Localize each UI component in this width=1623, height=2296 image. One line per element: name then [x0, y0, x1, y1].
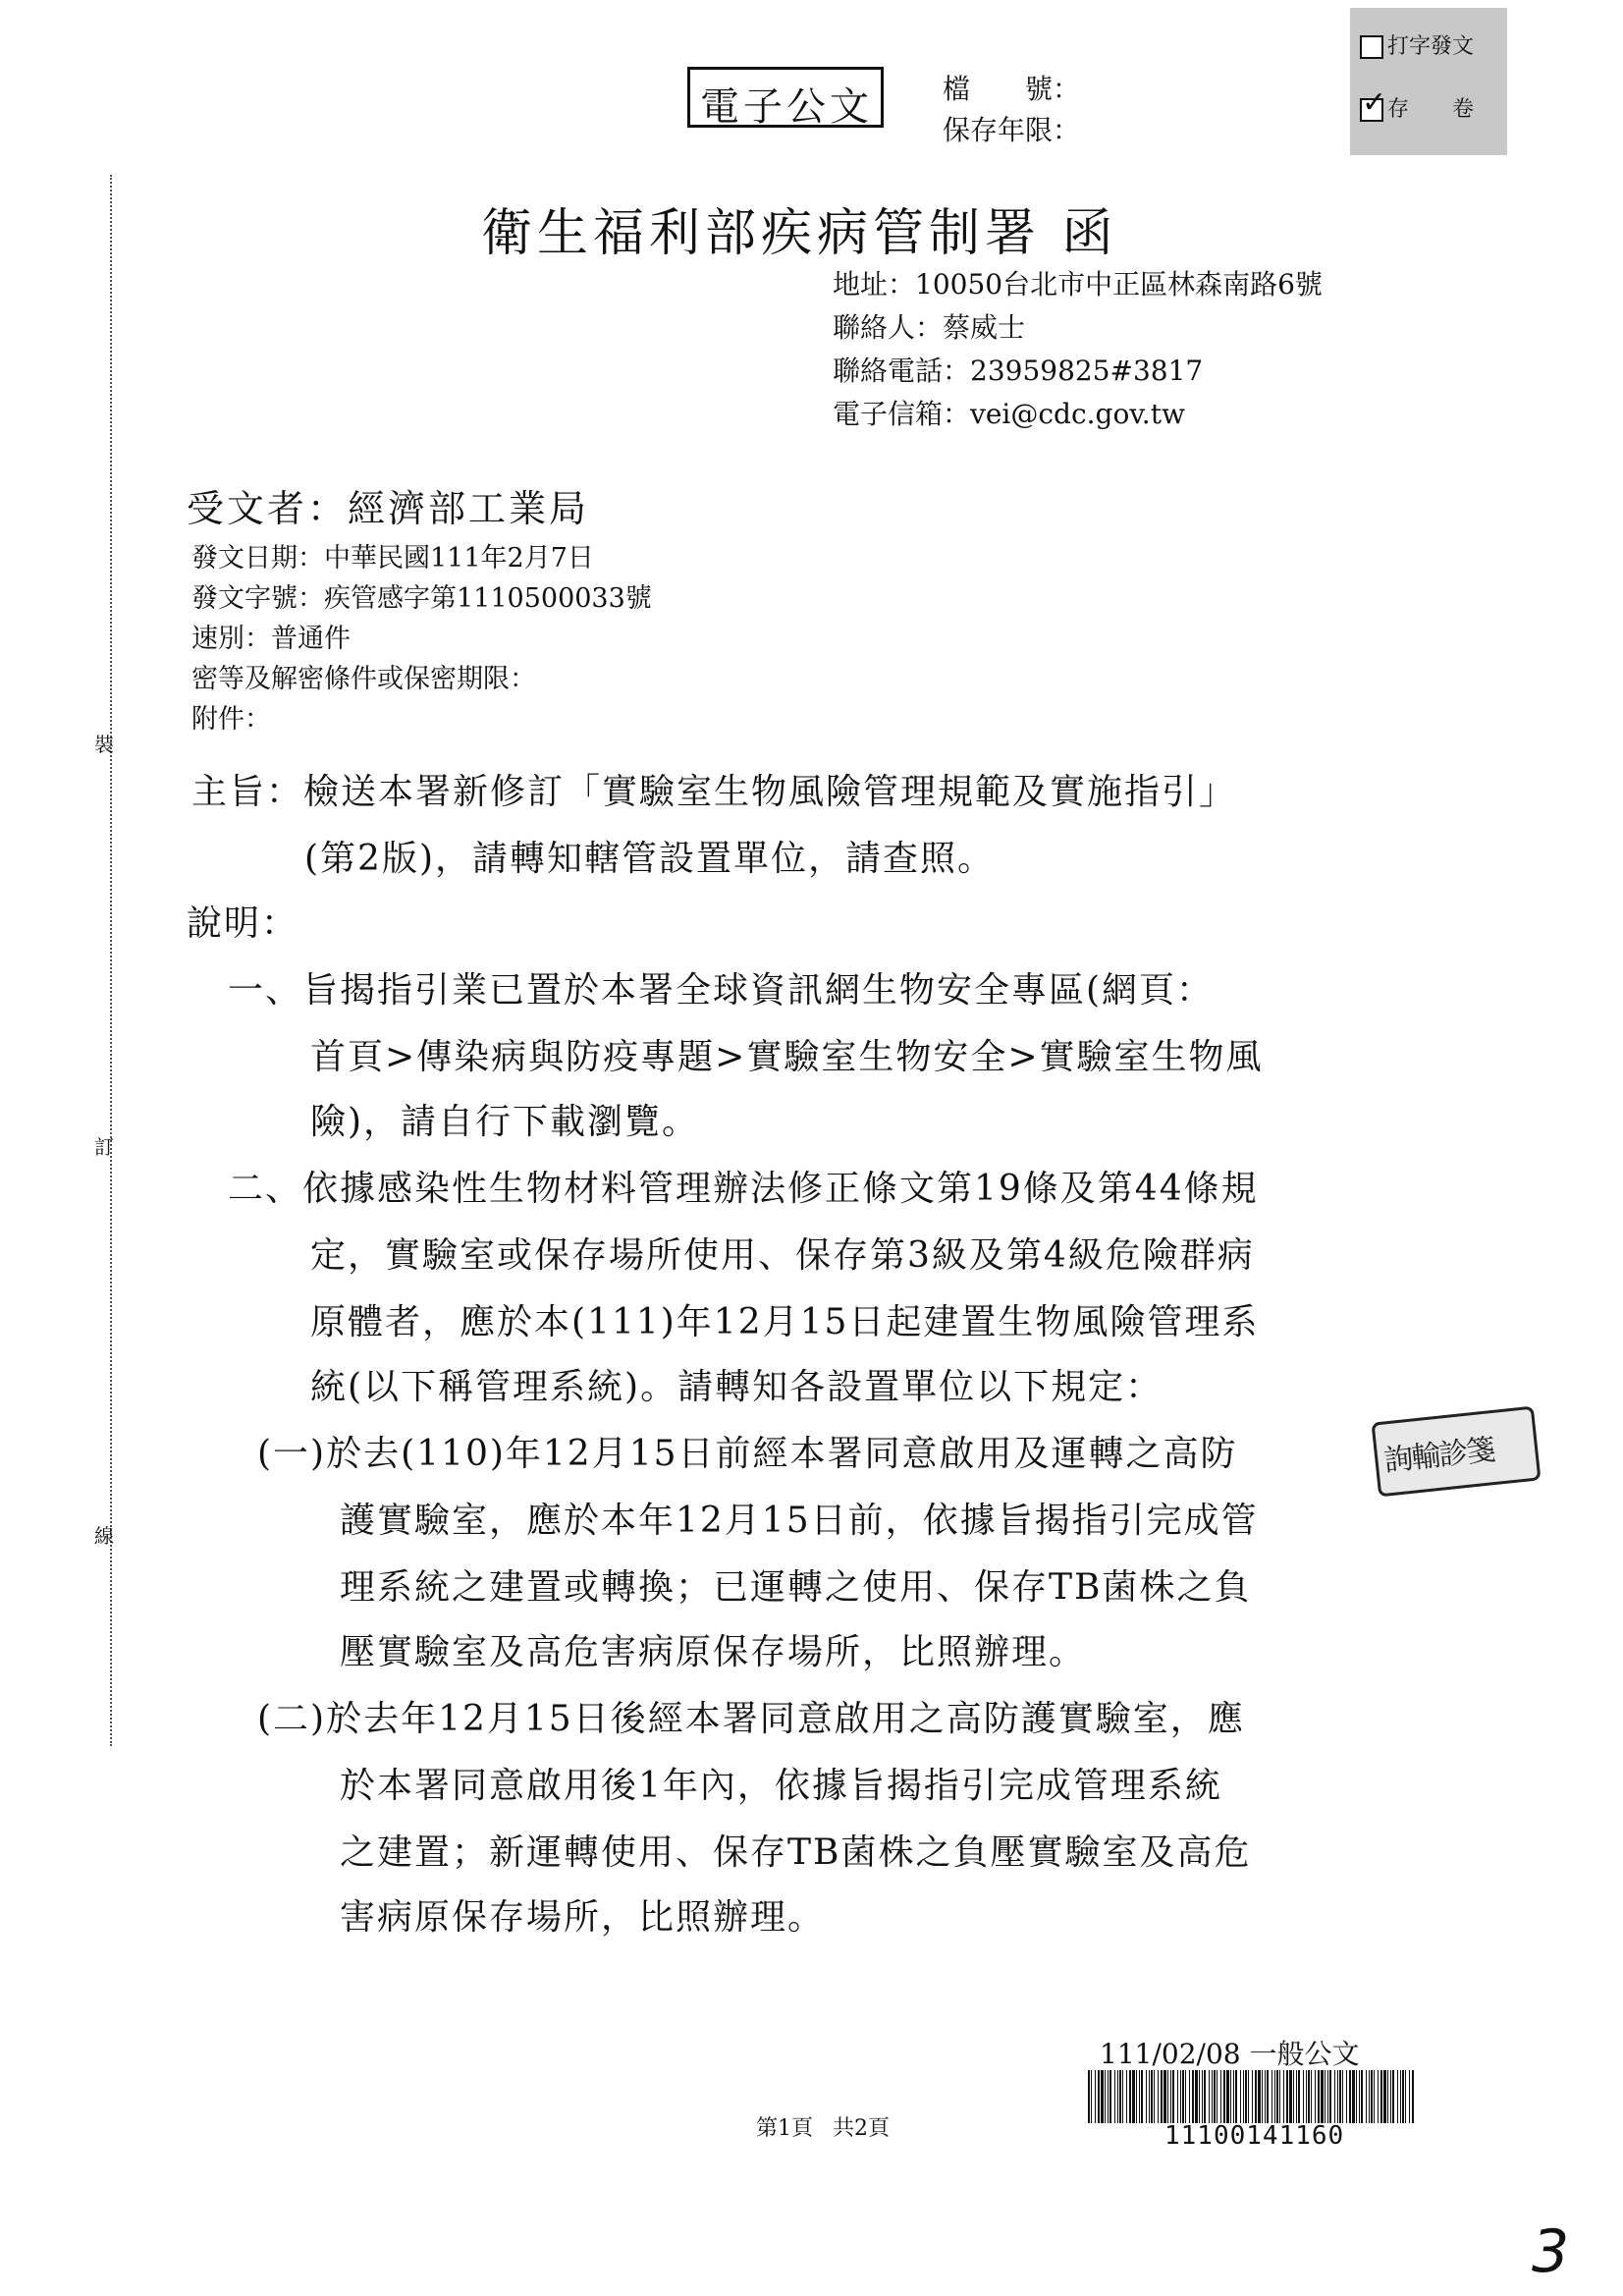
agency-title: 衛生福利部疾病管制署 函 [481, 204, 1118, 263]
archive-checked-checkbox-icon [1360, 98, 1383, 122]
contact-person: 聯絡人：蔡威士 [833, 311, 1026, 344]
secrecy-level: 密等及解密條件或保密期限： [191, 664, 536, 694]
item-2-line-2: 定，實驗室或保存場所使用、保存第3級及第4級危險群病 [310, 1235, 1255, 1276]
total-pages: 共2頁 [833, 2116, 890, 2141]
dispatch-stamp-box [1350, 8, 1507, 155]
item-2-line-1: 二、依據感染性生物材料管理辦法修正條文第19條及第44條規 [228, 1169, 1259, 1209]
binding-label-middle: 訂 [94, 1135, 114, 1159]
item-2-line-4: 統(以下稱管理系統)。請轉知各設置單位以下規定： [310, 1367, 1163, 1407]
item-1-line-3: 險)，請自行下載瀏覽。 [310, 1102, 700, 1142]
sub-item-2-line-3: 之建置；新運轉使用、保存TB菌株之負壓實驗室及高危 [340, 1832, 1252, 1873]
handwritten-page-number: 3 [1532, 2217, 1570, 2286]
delivery-speed: 速別：普通件 [191, 624, 351, 654]
issue-date: 發文日期：中華民國111年2月7日 [191, 543, 594, 574]
sub-item-2-line-1: (二)於去年12月15日後經本署同意啟用之高防護實驗室，應 [257, 1699, 1245, 1739]
contact-address: 地址：10050台北市中正區林森南路6號 [833, 268, 1323, 301]
reference-number: 發文字號：疾管感字第1110500033號 [191, 583, 652, 614]
page-indicator [756, 2111, 909, 2142]
electronic-document-label-box [687, 67, 884, 128]
sub-item-2-line-2: 於本署同意啟用後1年內，依據旨揭指引完成管理系統 [340, 1766, 1222, 1806]
page-number: 第1頁 [756, 2116, 813, 2141]
barcode-icon [1088, 2070, 1414, 2123]
attachments: 附件： [191, 704, 271, 735]
barcode-number: 11100141160 [1164, 2121, 1345, 2151]
sub-item-1-line-3: 理系統之建置或轉換；已運轉之使用、保存TB菌株之負 [340, 1567, 1252, 1608]
sub-item-1-line-4: 壓實驗室及高危害病原保存場所，比照辦理。 [340, 1632, 1087, 1672]
electronic-document-label: 電子公文 [700, 84, 873, 130]
contact-phone: 聯絡電話：23959825#3817 [833, 355, 1204, 387]
sub-item-2-line-4: 害病原保存場所，比照辦理。 [340, 1897, 826, 1938]
file-info [943, 69, 1080, 151]
sub-item-1-line-2: 護實驗室，應於本年12月15日前，依據旨揭指引完成管 [340, 1501, 1259, 1541]
item-1-line-1: 一、旨揭指引業已置於本署全球資訊網生物安全專區(網頁： [228, 970, 1215, 1011]
recipient: 受文者：經濟部工業局 [187, 487, 590, 530]
archive-label: 存 卷 [1387, 97, 1475, 122]
subject-line-1: 主旨：檢送本署新修訂「實驗室生物風險管理規範及實施指引」 [191, 772, 1237, 812]
document-date-type: 111/02/08 一般公文 [1100, 2038, 1360, 2070]
item-1-line-2: 首頁>傳染病與防疫專題>實驗室生物安全>實驗室生物風 [310, 1037, 1264, 1077]
explanation-label: 說明： [187, 903, 299, 944]
binding-label-top: 裝 [94, 733, 114, 756]
document-metadata [191, 538, 652, 739]
contact-email: 電子信箱：vei@cdc.gov.tw [833, 398, 1185, 430]
binding-margin-line [110, 175, 112, 1746]
contact-info [833, 263, 1323, 436]
sub-item-1-line-1: (一)於去(110)年12月15日前經本署同意啟用及運轉之高防 [257, 1434, 1238, 1474]
archive-option [1360, 92, 1474, 123]
typed-dispatch-label: 打字發文 [1387, 34, 1475, 59]
review-seal-stamp [1371, 1406, 1541, 1498]
item-2-line-3: 原體者，應於本(111)年12月15日起建置生物風險管理系 [310, 1302, 1260, 1342]
retention-period-label: 保存年限： [943, 114, 1081, 146]
file-number-label: 檔 號： [943, 73, 1081, 105]
typed-dispatch-checkbox-icon [1360, 35, 1383, 59]
seal-text: 詢輸診箋 [1381, 1433, 1495, 1479]
binding-label-bottom: 線 [94, 1524, 114, 1548]
typed-dispatch-option [1360, 29, 1474, 60]
subject-line-2: (第2版)，請轉知轄管設置單位，請查照。 [304, 839, 995, 879]
